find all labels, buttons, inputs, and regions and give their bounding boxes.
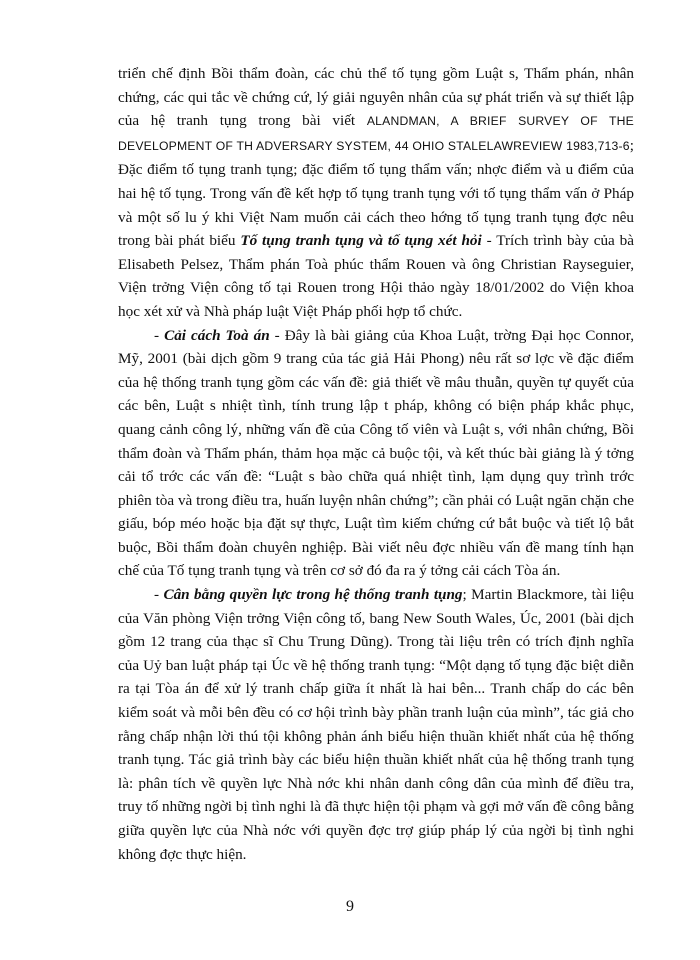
- paragraph-court-reform: [118, 324, 634, 584]
- paragraph-balance-of-power: [118, 583, 634, 866]
- paragraph-text: - Đây là bài giảng của Khoa Luật, trờng Đại học Connor, Mỹ, 2001 (bài dịch gồm 9 trang của tác giả Hải Phong) nêu rất sơ lợc về đặc điểm của hệ thống tranh tụng gồm các vấn đề: giả thiết về mâu thuẫn, quyền tự quyết của các bên, Luật s nhiệt tình, tính trung lập t pháp, không có biện pháp khắc phục, quang cảnh công lý, những vấn đề của Công tố viên và Luật s, với nhân chứng, Bồi thẩm đoàn và Thẩm phán, thảm họa mặc cả buộc tội, và kết thúc bài giảng là ý tởng cải tổ trớc các vấn đề: “Luật s bào chữa quá nhiệt tình, lạm dụng quy trình trớc phiên tòa và trong điều tra, huấn luyện nhân chứng”; cần phải có Luật ngăn chặn che giấu, bóp méo hoặc bịa đặt sự thực, Luật tìm kiếm chứng cứ bắt buộc và tiết lộ bắt buộc, Bồi thẩm đoàn chuyên nghiệp. Bài viết nêu đợc nhiều vấn đề mang tính hạn chế của Tố tụng tranh tụng và trên cơ sở đó đa ra ý tởng cải cách Tòa án.: [118, 326, 635, 580]
- paragraph-text: - Trích trình bày của bà Elisabeth Pelsez, Thẩm phán Toà phúc thẩm Rouen và ông Christian Rayseguier, Viện trởng Viện công tố tại Rouen trong Hội thảo ngày 18/01/2002 do Viện khoa học xét xử và Nhà pháp luật Việt Pháp phối hợp tổ chức.: [118, 232, 634, 320]
- lecture-title: Cải cách Toà án: [164, 326, 270, 344]
- bullet-dash: -: [154, 586, 164, 604]
- paragraph-text: ; Đặc điểm tố tụng tranh tụng; đặc điểm tố tụng thẩm vấn; nhợc điểm và u điểm của hai hệ tố tụng. Trong vấn đề kết hợp tố tụng tranh tụng với tố tụng thẩm vấn ở Pháp và một số lu ý khi Việt Nam muốn cải cách theo hớng tố tụng tranh tụng đợc nêu trong bài phát biểu: [118, 136, 634, 250]
- paragraph-text: triển chế định Bồi thẩm đoàn, các chủ thể tố tụng gồm Luật s, Thẩm phán, nhân chứng, các qui tắc về chứng cứ, lý giải nguyên nhân của sự phát triển và sự thiết lập của hệ tranh tụng trong bài viết: [118, 65, 634, 130]
- document-page: [118, 62, 634, 866]
- bullet-dash: -: [154, 326, 165, 344]
- document-title: Cân bằng quyền lực trong hệ thống tranh tụng: [163, 586, 463, 604]
- paragraph-adversary-history: [118, 62, 634, 324]
- citation-text: ALANDMAN, A BRIEF SURVEY OF THE DEVELOPMENT OF TH ADVERSARY SYSTEM, 44 OHIO STALELAWREVIEW 1983,713-6: [118, 114, 634, 153]
- paragraph-text: ; Martin Blackmore, tài liệu của Văn phòng Viện trởng Viện công tố, bang New South Wales, Úc, 2001 (bài dịch gồm 12 trang của thạc sĩ Chu Trung Dũng). Trong tài liệu trên có trích định nghĩa của Uỷ ban luật pháp tại Úc về hệ thống tranh tụng: “Một dạng tố tụng đặc biệt diễn ra tại Tòa án để xử lý tranh chấp giữa ít nhất là hai bên... Tranh chấp do các bên kiểm soát và mỗi bên đều có cơ hội trình bày phần tranh luận của mình”, tác giả cho rằng chấp nhận lời thú tội không phản ánh biểu hiện thuần khiết nhất của hệ thống tranh tụng. Tác giả trình bày các biểu hiện thuần khiết nhất của hệ thống tranh tụng là: phân tích về quyền lực Nhà nớc khi nhân danh công dân của mình để điều tra, truy tố những ngời bị tình nghi là đã thực hiện tội phạm và gợi mở vấn đề công bằng giữa quyền lực của Nhà nớc với quyền đợc trợ giúp pháp lý của ngời bị tình nghi không đợc thực hiện.: [118, 586, 635, 863]
- page-number: 9: [346, 898, 354, 915]
- speech-title: Tố tụng tranh tụng và tố tụng xét hỏi: [240, 232, 482, 250]
